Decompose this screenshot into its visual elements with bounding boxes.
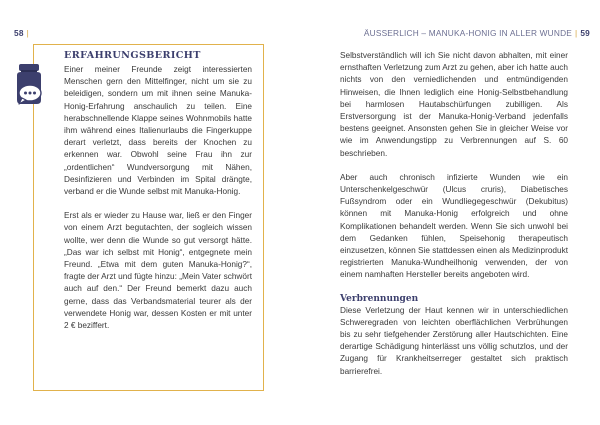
paragraph-gap	[340, 160, 568, 172]
body-paragraph-1: Selbstverständlich will ich Sie nicht davon abhalten, mit einer ernsthaften Verletzung zum Arzt zu gehen, aber ich hatte auch nichts von den verniedlichenden und entmündigenden Hinweisen, die Ihnen lediglich eine Honig-Selbstbehandlung bei harmlosen Hautabschürfungen zubilligen. Als Erstversorgung ist der Manuka-Honig-Verband jedenfalls bestens geeignet. Ansonsten gehen Sie in gleicher Weise vor wie im Anwendungstipp zu Verbrennungen auf S. 60 beschrieben.	[340, 51, 568, 158]
running-title: ÄUSSERLICH – MANUKA-HONIG IN ALLER WUNDE	[363, 28, 572, 38]
header-separator: |	[575, 28, 578, 38]
body-paragraph-3: Diese Verletzung der Haut kennen wir in unterschiedlichen Schweregraden von leichten oberflächlichen Verbrühungen bis zu sehr tiefgehender Zerstörung aller Hautschichten. Eine derartige Schädigung hinterlässt uns völlig schutzlos, und der Zugang für Krankheitserreger gestaltet sich praktisch barrierefrei.	[340, 305, 568, 376]
page-header-right	[364, 28, 590, 38]
box-title: ERFAHRUNGSBERICHT	[64, 50, 201, 61]
box-paragraph-1: Einer meiner Freunde zeigt interessierten Menschen gern den Mittelfinger, nicht um sie zu beleidigen, sondern um mit ihnen seine Manuka-Honig-Erfahrung anschaulich zu teilen. Eine herabschnellende Klappe seines Wohnmobils hatte ihm während eines Italienurlaubs die Fingerkuppe derart verletzt, dass bereits der Knochen zu erkennen war. Obwohl seine Frau ihn zur „ordentlichen“ Wundversorgung mit Nähen, Desinfizieren und Verbinden im Spital drängte, verband er die Wunde selbst mit Manuka-Honig.	[64, 65, 252, 197]
left-page-number: 58	[14, 28, 24, 38]
body-paragraph-2: Aber auch chronisch infizierte Wunden wie ein Unterschenkelgeschwür (Ulcus cruris), Diabetisches Fußsyndrom oder ein Wundliegegeschwür (Dekubitus) können mit Manuka-Honig erfolgreich und ohne Komplikationen behandelt werden. Wenn Sie sich unwohl bei dem Gedanken fühlen, Speisehonig therapeutisch einzusetzen, können Sie stattdessen einen als Medizinprodukt registrierten Manuka-Wundheilhonig verwenden, der von einem namhaften Hersteller bereits angeboten wird.	[340, 172, 568, 280]
section-title-verbrennungen: Verbrennungen	[340, 293, 419, 304]
right-page-body	[340, 50, 568, 378]
paragraph-gap	[340, 282, 568, 294]
right-page-number: 59	[580, 28, 590, 38]
header-separator: |	[26, 28, 29, 38]
box-paragraph-2: Erst als er wieder zu Hause war, ließ er den Finger von einem Arzt begutachten, der sogleich wissen wollte, wer denn die Wunde so gut versorgt hätte. „Das war ich selbst mit Honig“, entgegnete mein Freund. „Etwa mit dem guten Manuka-Honig?“, fragte der Arzt und fügte hinzu: „Mein Vater schwört auch auf den.“ Der Freund bemerkt dazu auch gerne, dass das Verbandsmaterial teurer als der verwendete Honig war, dessen Kosten er mit unter 2 € beziffert.	[64, 211, 252, 331]
page-header-left	[14, 28, 32, 38]
paragraph-gap	[64, 198, 252, 210]
honey-jar-speech-bubble-icon	[13, 64, 49, 110]
experience-report-content	[64, 50, 252, 332]
